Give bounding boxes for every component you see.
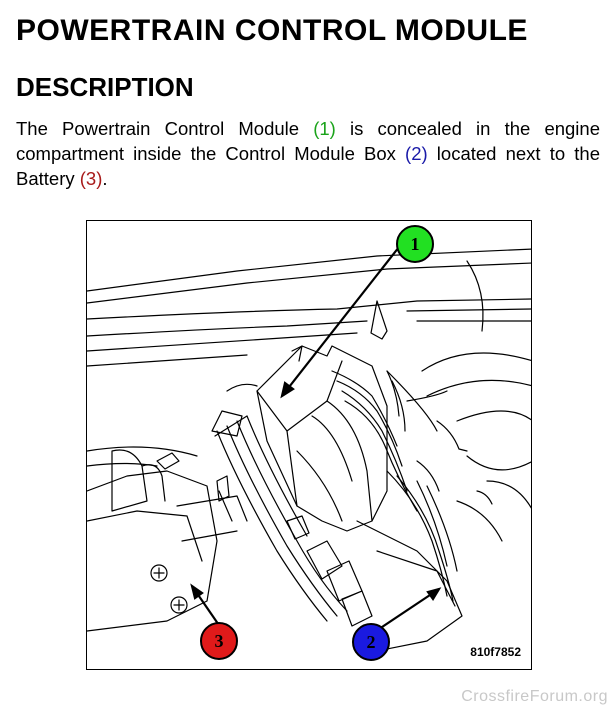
watermark: CrossfireForum.org	[461, 688, 608, 705]
callout-3	[201, 623, 237, 659]
line-drawing	[87, 221, 532, 670]
reference-1: (1)	[313, 118, 336, 139]
page-title: POWERTRAIN CONTROL MODULE	[16, 14, 528, 47]
callout-2	[353, 624, 389, 660]
paragraph-text: The Powertrain Control Module	[16, 118, 314, 139]
description-paragraph	[16, 116, 600, 191]
paragraph-text: .	[102, 168, 108, 189]
callout-3-label: 3	[214, 631, 224, 651]
reference-2: (2)	[405, 143, 428, 164]
section-heading: DESCRIPTION	[16, 72, 194, 102]
callout-1	[397, 226, 433, 262]
paragraph-text: is concealed in the engine compartment inside the Control Module Box	[16, 118, 600, 164]
engine-compartment-figure	[86, 220, 532, 670]
paragraph-text: located next to the Battery	[16, 143, 600, 189]
callout-1-label: 1	[410, 234, 420, 254]
reference-3: (3)	[79, 168, 103, 189]
figure-code: 810f7852	[470, 645, 521, 659]
callout-2-label: 2	[366, 632, 376, 652]
